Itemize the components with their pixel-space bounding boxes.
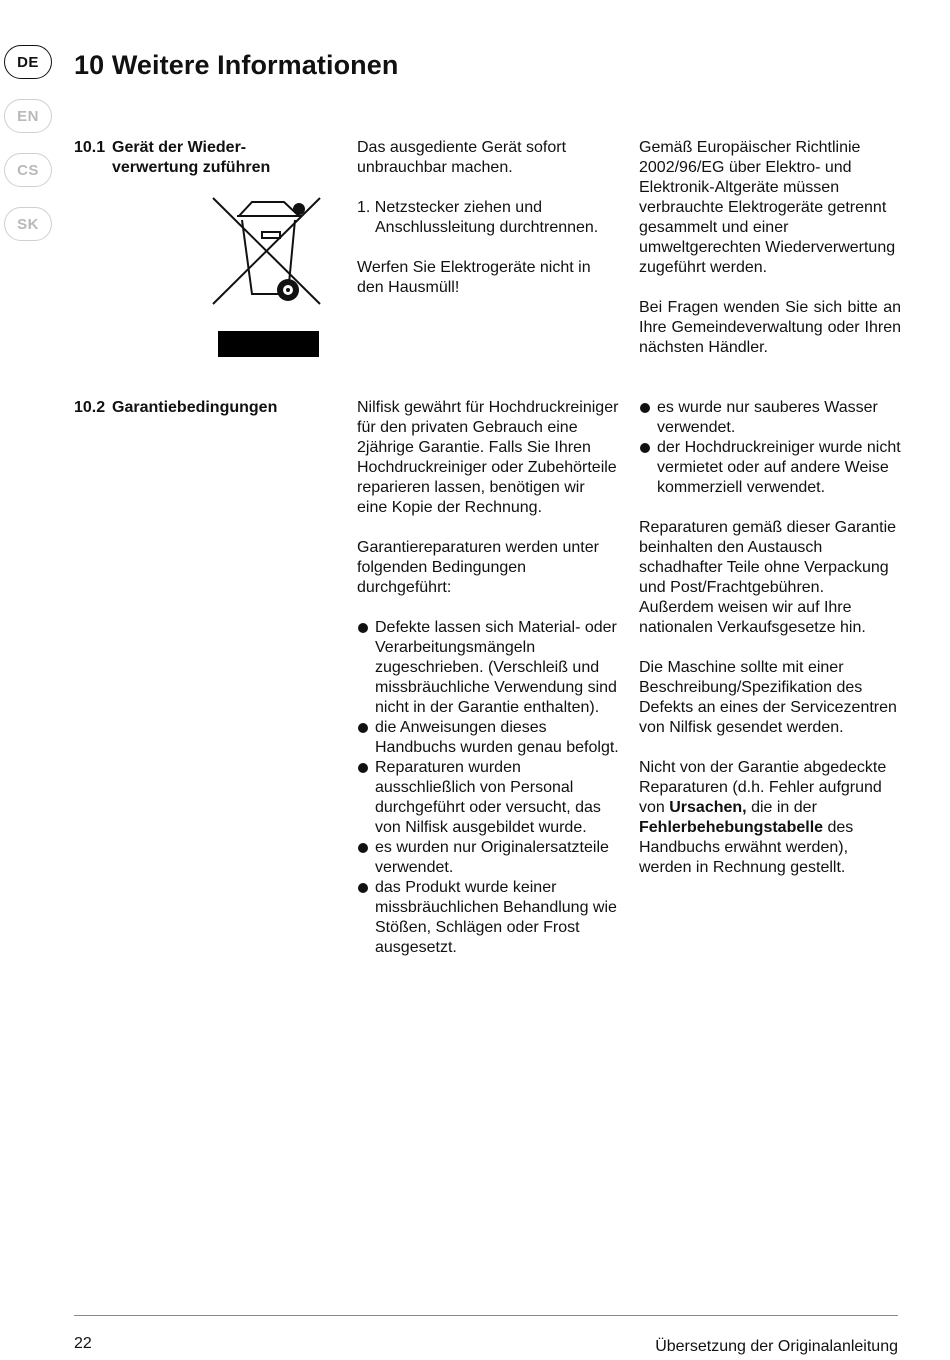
section-10-1-column-2 [357, 138, 607, 298]
section-title-line-2: verwertung zuführen [112, 159, 271, 176]
instruction-step: 1. Netzstecker ziehen und Anschlussleitung durchtrennen. [357, 199, 599, 236]
footer-divider [74, 1315, 898, 1316]
paragraph: Reparaturen gemäß dieser Garantie beinhalten den Austausch schadhafter Teile ohne Verpackung und Post/Frachtgebühren. Außerdem weisen wir auf Ihre nationalen Verkaufsgesetze hin. [639, 519, 897, 636]
paragraph: Garantiereparaturen werden unter folgenden Bedingungen durchgeführt: [357, 539, 599, 596]
crossed-out-wheelie-bin-icon [210, 192, 322, 310]
paragraph: Nilfisk gewährt für Hochdruckreiniger für den privaten Gebrauch eine 2jährige Garantie. Falls Sie Ihren Hochdruckreiniger oder Zubehörteile reparieren lassen, benötigen wir eine Kopie der Rechnung. [357, 399, 619, 516]
warranty-conditions-list [357, 618, 619, 958]
footer-text: Übersetzung der Originalanleitung [655, 1338, 898, 1355]
bold-text: Ursachen, [669, 799, 747, 816]
paragraph [639, 758, 901, 878]
list-item: das Produkt wurde keiner missbräuchlichen Behandlung wie Stößen, Schlägen oder Frost ausgesetzt. [357, 878, 619, 958]
warranty-conditions-list-continued [639, 398, 901, 498]
list-item: es wurde nur sauberes Wasser verwendet. [639, 398, 901, 438]
list-item: Reparaturen wurden ausschließlich von Personal durchgeführt oder versucht, das von Nilfisk ausgebildet wurde. [357, 758, 619, 838]
list-item: es wurden nur Originalersatzteile verwendet. [357, 838, 619, 878]
section-number: 10.1 [74, 139, 106, 156]
list-item: die Anweisungen dieses Handbuchs wurden genau befolgt. [357, 718, 619, 758]
list-item: der Hochdruckreiniger wurde nicht vermietet oder auf andere Weise kommerziell verwendet. [639, 438, 901, 498]
language-tab-de[interactable]: DE [4, 45, 52, 79]
paragraph: Bei Fragen wenden Sie sich bitte an Ihre Gemeindeverwaltung oder Ihren nächsten Händler. [639, 299, 901, 356]
section-number: 10.2 [74, 399, 106, 416]
language-tab-en[interactable]: EN [4, 99, 52, 133]
section-10-2-column-3 [639, 398, 901, 878]
page-number: 22 [74, 1335, 92, 1352]
text-run: die in der [746, 799, 817, 816]
page-title: 10 Weitere Informationen [74, 50, 399, 80]
bold-text: Fehlerbehebungstabelle [639, 819, 824, 836]
list-item: Defekte lassen sich Material- oder Verarbeitungsmängeln zugeschrieben. (Verschleiß und missbräuchliche Verwendung sind nicht in der Garantie enthalten). [357, 618, 619, 718]
section-title: Garantiebedingungen [112, 399, 278, 416]
weee-marking-bar [218, 331, 319, 357]
section-10-2-column-2 [357, 398, 619, 978]
paragraph: Werfen Sie Elektrogeräte nicht in den Hausmüll! [357, 259, 591, 296]
text-run: des Handbuchs erwähnt werden), werden in Rechnung gestellt. [639, 819, 854, 876]
text-run: Nicht von der Garantie abgedeckte Reparaturen (d.h. Fehler aufgrund von [639, 759, 887, 816]
section-title [112, 138, 312, 178]
paragraph: Gemäß Europäischer Richtlinie 2002/96/EG über Elektro- und Elektronik-Altgeräte müssen verbrauchte Elektrogeräte getrennt gesammelt und einer umweltgerechten Wiederverwertung zugeführt werden. [639, 139, 896, 276]
section-title-line-1: Gerät der Wieder- [112, 139, 247, 156]
paragraph: Die Maschine sollte mit einer Beschreibung/Spezifikation des Defekts an eines der Servicezentren von Nilfisk gesendet werden. [639, 659, 897, 736]
paragraph: Das ausgediente Gerät sofort unbrauchbar machen. [357, 139, 567, 176]
language-tab-sk[interactable]: SK [4, 207, 52, 241]
language-tab-cs[interactable]: CS [4, 153, 52, 187]
section-10-1-column-3 [639, 138, 901, 358]
